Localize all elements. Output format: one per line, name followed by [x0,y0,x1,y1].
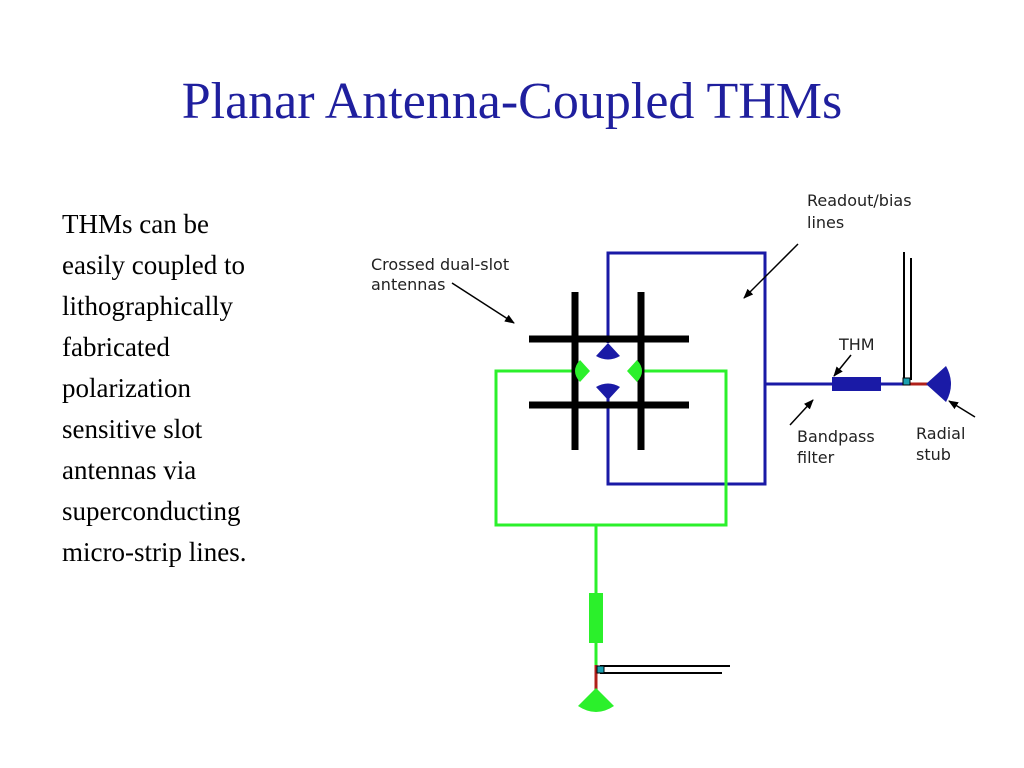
green-filter-element [589,593,603,643]
green-microstrip-loop [496,371,726,665]
bottom-bias-lines [596,665,730,690]
right-bias-lines [903,252,928,385]
body-line: polarization [62,373,191,403]
slide-title: Planar Antenna-Coupled THMs [181,73,843,130]
annotation-arrows [452,244,975,425]
blue-readout-loop [608,253,906,484]
antenna-feeds [575,343,642,400]
radial-stub-green [578,688,614,712]
body-line: lithographically [62,291,233,321]
label-readout-line2: lines [807,213,845,232]
thm-element [832,377,881,391]
label-crossed-line2: antennas [371,275,446,294]
body-line: micro-strip lines. [62,537,247,567]
label-radial-line1: Radial [916,424,966,443]
body-line: fabricated [62,332,170,362]
body-line: antennas via [62,455,197,485]
body-line: THMs can be [62,209,209,239]
label-crossed-line1: Crossed dual-slot [371,255,510,274]
label-thm: THM [839,335,875,354]
body-line: easily coupled to [62,250,245,280]
label-readout-line1: Readout/bias [807,191,912,210]
radial-stub-blue [926,366,951,402]
label-bandpass-line1: Bandpass [797,427,875,446]
label-radial-line2: stub [916,445,951,464]
body-line: sensitive slot [62,414,203,444]
body-line: superconducting [62,496,241,526]
label-bandpass-line2: filter [797,448,835,467]
